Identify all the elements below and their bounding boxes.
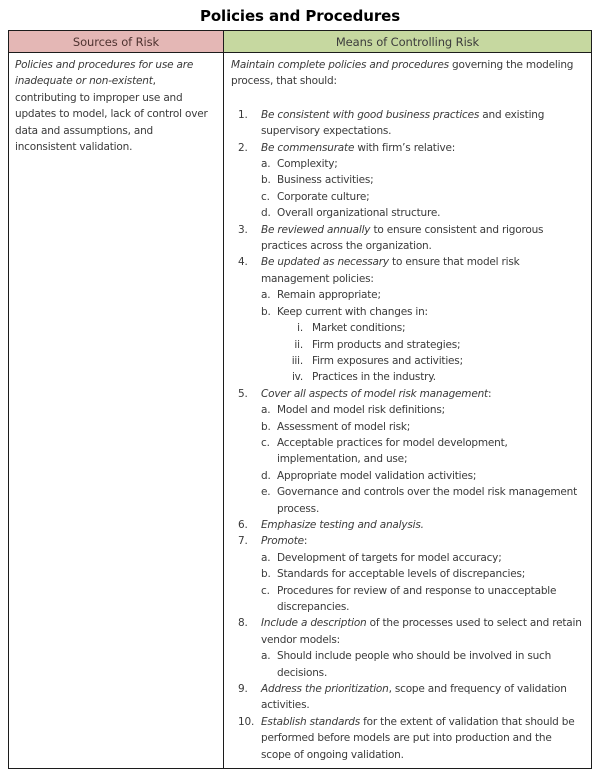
list-subitem (224, 648, 583, 681)
list-marker: 4. (238, 256, 248, 269)
list-subsubitem (224, 320, 583, 336)
list-item (224, 517, 583, 533)
list-marker: 10. (238, 715, 255, 728)
list-marker: a. (261, 551, 271, 564)
list-marker: iii. (291, 354, 303, 367)
list-item (224, 254, 583, 287)
list-item (224, 533, 583, 549)
list-item-text: Be updated as necessary to ensure that model risk management policies: (261, 256, 520, 285)
list-subitem (224, 402, 583, 418)
list-item-text: Model and model risk definitions; (277, 404, 445, 417)
list-marker: iv. (291, 371, 303, 384)
list-item-text: Development of targets for model accuracy; (277, 551, 502, 564)
list-item-text: Business activities; (277, 174, 374, 187)
list-subsubitem (224, 369, 583, 385)
list-marker: b. (261, 174, 271, 187)
list-item-text: Be reviewed annually to ensure consistent and rigorous practices across the organization. (261, 223, 544, 253)
list-item-text: Practices in the industry. (312, 371, 436, 384)
list-subsubitem (224, 337, 583, 353)
list-marker: a. (261, 158, 271, 171)
list-subitem (224, 566, 583, 582)
list-item-text: Emphasize testing and analysis. (261, 518, 424, 531)
list-subitem (224, 304, 583, 320)
list-item-text: Address the prioritization, scope and frequency of validation activities. (261, 683, 567, 712)
list-marker: 1. (238, 108, 248, 121)
table-header-row (9, 31, 591, 53)
list-item-text: Appropriate model validation activities; (277, 469, 477, 482)
list-item (224, 140, 583, 156)
list-subsubitem (224, 353, 583, 369)
list-item-text: Firm exposures and activities; (312, 354, 463, 367)
list-marker: e. (261, 486, 271, 499)
list-subitem (224, 172, 583, 188)
list-item (224, 222, 583, 255)
list-item-text: Include a description of the processes used to select and retain vendor models: (261, 617, 582, 646)
controls-intro (231, 57, 583, 90)
list-subitem (224, 550, 583, 566)
list-subitem (224, 205, 583, 221)
list-item-text: Governance and controls over the model risk management process. (277, 486, 577, 515)
list-subitem (224, 468, 583, 484)
controls-intro-rest: governing the modeling process, that should: (231, 59, 574, 88)
list-item-text: Market conditions; (312, 322, 406, 335)
list-item-text: Promote: (261, 535, 308, 548)
list-marker: a. (261, 404, 271, 417)
list-marker: 6. (238, 518, 248, 531)
page-title: Policies and Procedures (199, 7, 401, 25)
list-item-text: Should include people who should be involved in such decisions. (277, 650, 552, 679)
controls-intro-italic: Maintain complete policies and procedures (231, 59, 449, 71)
list-marker: b. (261, 420, 271, 433)
risk-table (8, 30, 592, 769)
list-marker: i. (297, 322, 303, 335)
list-item-text: Overall organizational structure. (277, 207, 441, 220)
list-item-text: Acceptable practices for model development, implementation, and use; (277, 436, 508, 466)
list-marker: 2. (238, 141, 248, 154)
sources-text (15, 57, 215, 155)
list-marker: d. (261, 207, 271, 220)
table-body-row (9, 53, 591, 768)
list-item (224, 615, 583, 648)
list-item-text: Complexity; (277, 158, 338, 171)
list-subitem (224, 419, 583, 435)
list-marker: c. (261, 436, 270, 449)
list-item-text: Corporate culture; (277, 190, 370, 203)
list-item (224, 714, 583, 763)
list-item (224, 386, 583, 402)
list-marker: c. (261, 584, 270, 597)
list-subitem (224, 583, 583, 616)
sources-text-rest: , contributing to improper use and updates to model, lack of control over data and assumptions, and inconsistent validation. (15, 75, 208, 154)
list-marker: d. (261, 469, 271, 482)
list-marker: a. (261, 650, 271, 663)
header-sources-of-risk (9, 31, 224, 52)
list-item-text: Remain appropriate; (277, 289, 381, 302)
list-subitem (224, 189, 583, 205)
list-item-text: Firm products and strategies; (312, 338, 461, 351)
list-marker: ii. (294, 338, 303, 351)
list-marker: 3. (238, 223, 248, 236)
list-item (224, 107, 583, 140)
header-sources-label: Sources of Risk (72, 34, 160, 49)
sources-cell (9, 53, 224, 768)
list-subitem (224, 435, 583, 468)
list-item-text: Keep current with changes in: (277, 305, 428, 318)
list-marker: c. (261, 190, 270, 203)
list-marker: 7. (238, 535, 248, 548)
list-item-text: Assessment of model risk; (277, 420, 411, 433)
list-item-text: Establish standards for the extent of validation that should be performed before models are put into production and the scope of ongoing validation. (261, 715, 575, 761)
list-marker: 5. (238, 387, 248, 400)
list-item (224, 681, 583, 714)
list-item-text: Cover all aspects of model risk management: (261, 387, 492, 400)
list-marker: 8. (238, 617, 248, 630)
controls-cell (224, 53, 591, 768)
list-item-text: Procedures for review of and response to unacceptable discrepancies. (277, 584, 557, 613)
list-subitem (224, 287, 583, 303)
list-marker: b. (261, 568, 271, 581)
list-marker: b. (261, 305, 271, 318)
list-item-text: Be commensurate with firm’s relative: (261, 141, 456, 154)
list-marker: a. (261, 289, 271, 302)
header-means-label: Means of Controlling Risk (335, 34, 480, 49)
header-means-of-controlling-risk (224, 31, 591, 52)
list-subitem (224, 156, 583, 172)
controls-list (224, 107, 583, 763)
list-subitem (224, 484, 583, 517)
list-item-text: Be consistent with good business practices and existing supervisory expectations. (261, 108, 545, 138)
sources-text-italic: Policies and procedures for use are inadequate or non-existent (15, 59, 194, 88)
list-item-text: Standards for acceptable levels of discrepancies; (277, 568, 526, 581)
list-marker: 9. (238, 683, 248, 696)
